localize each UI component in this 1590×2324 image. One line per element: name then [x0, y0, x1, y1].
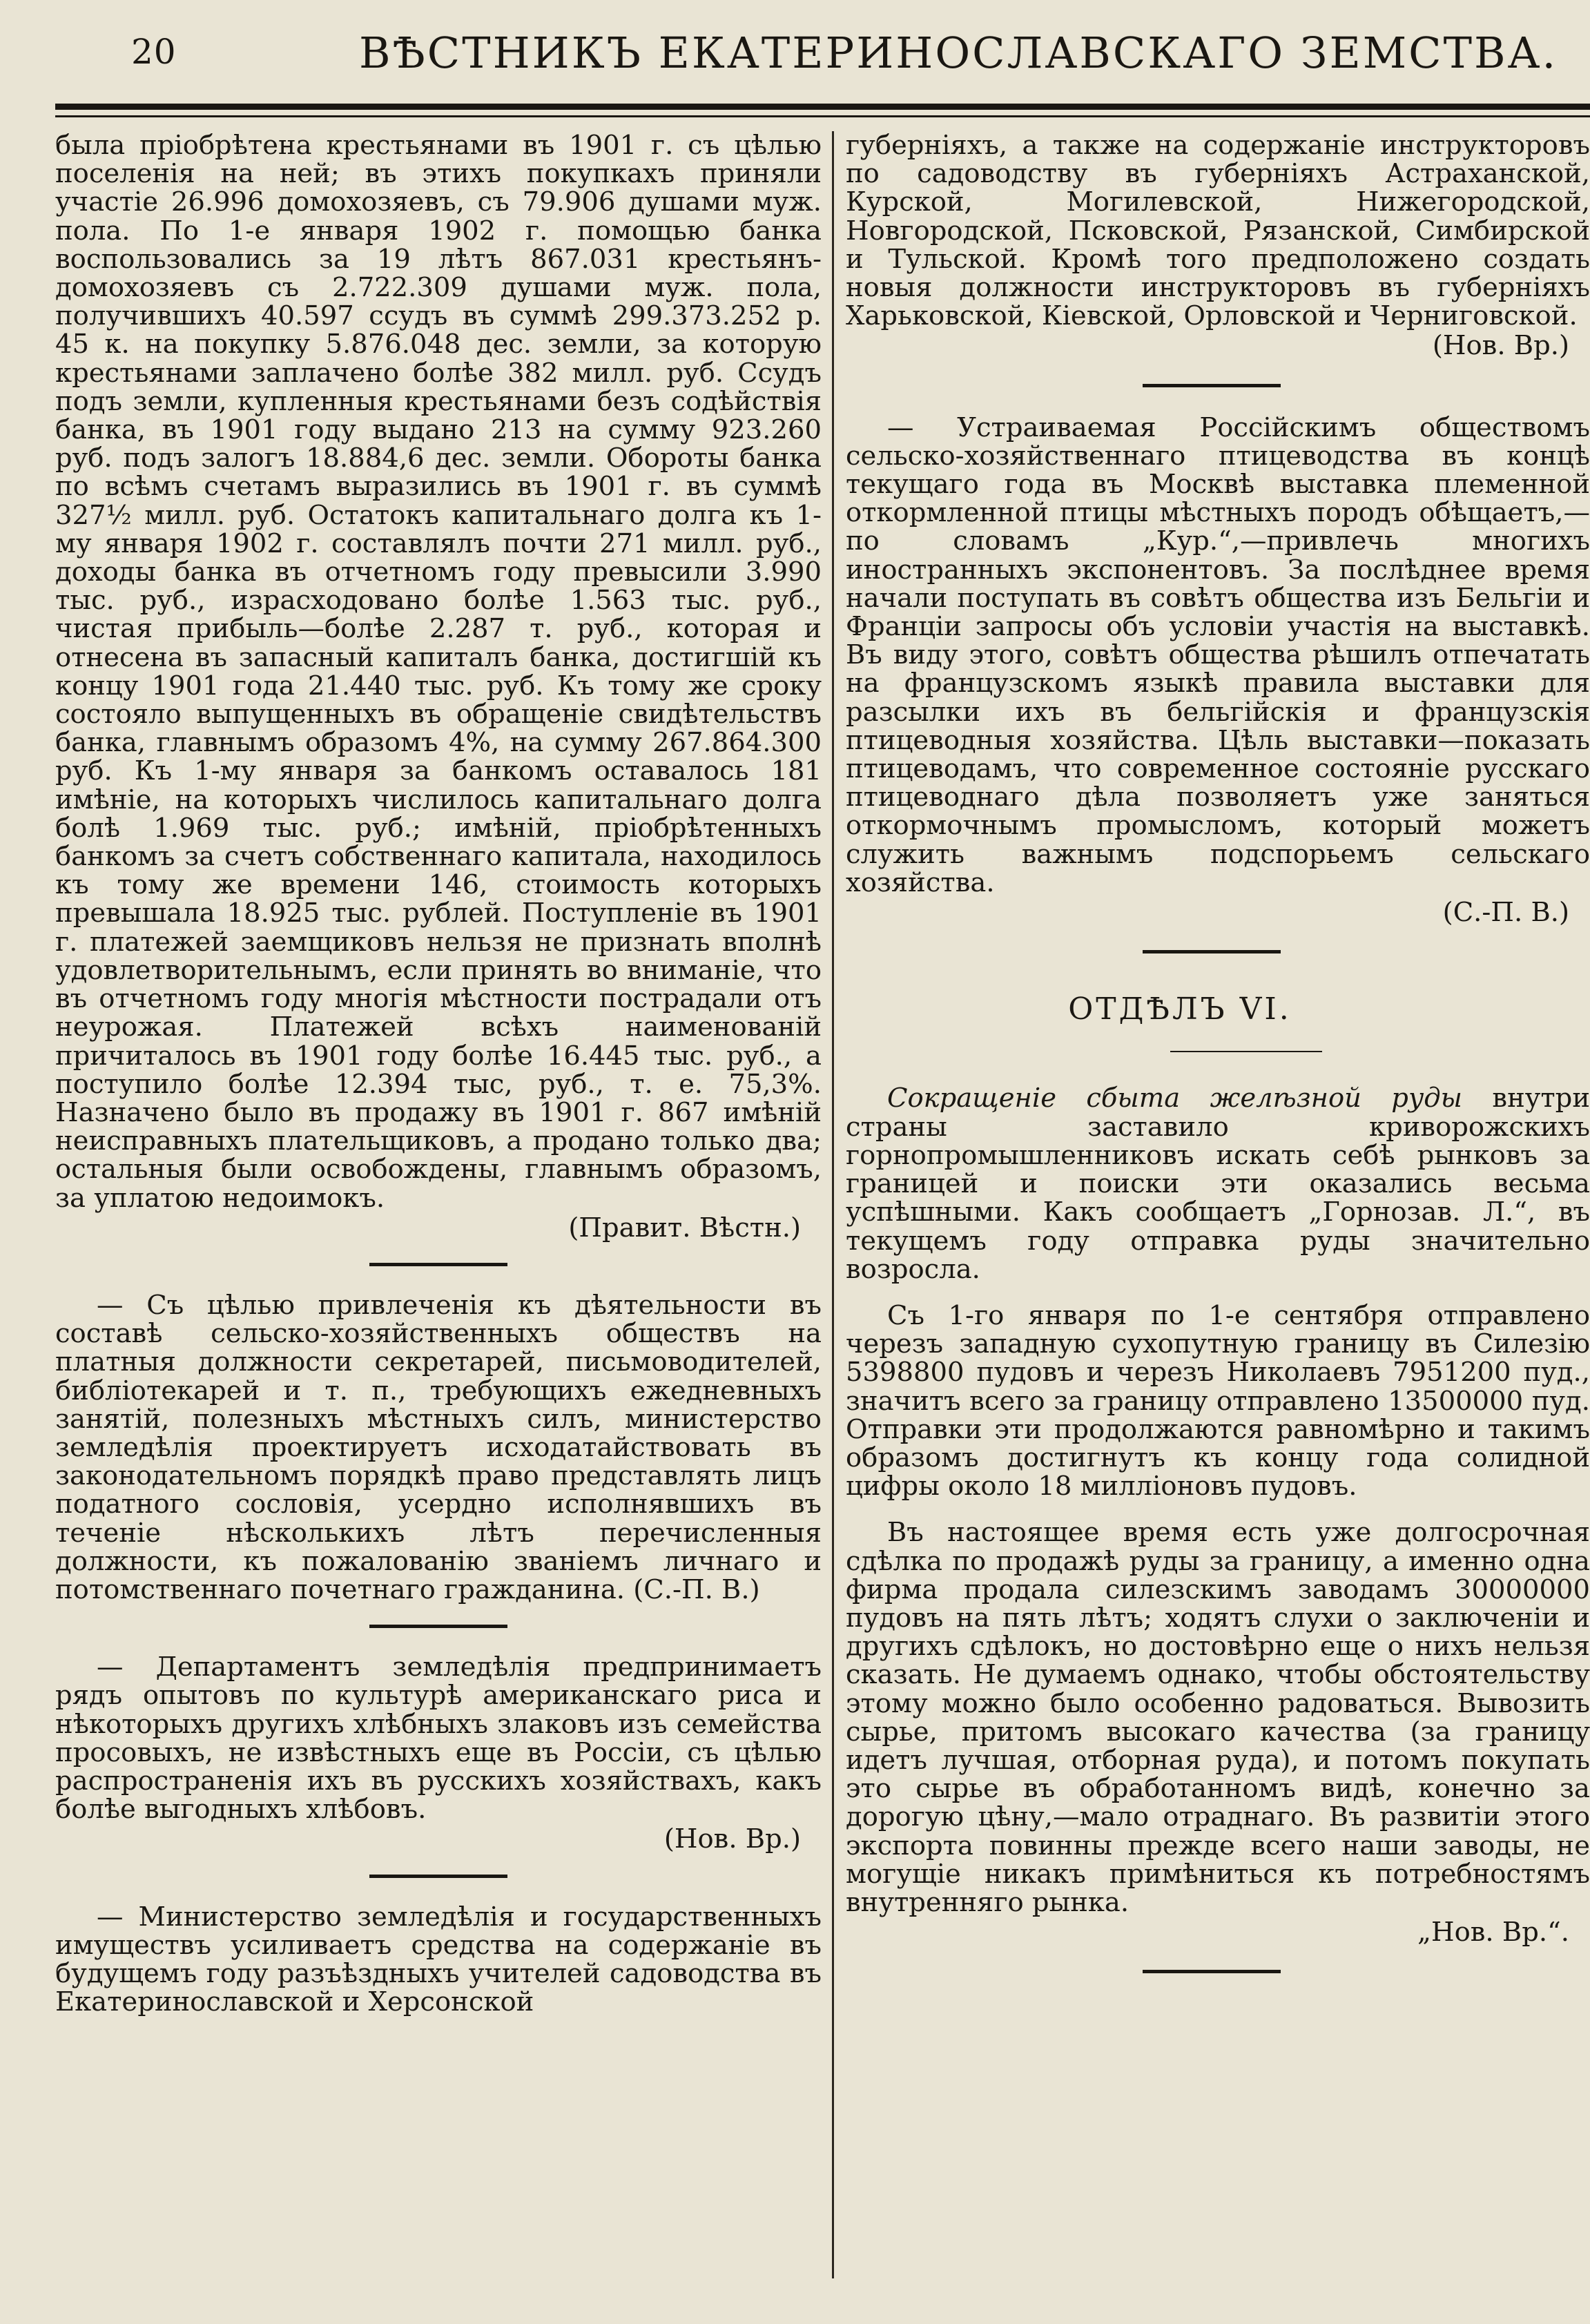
- section-title: ОТДѢЛЪ VI.: [1068, 991, 1292, 1027]
- article-ore-shipments: Съ 1-го января по 1-е сентября отправлено черезъ западную сухопутную границу въ Силезію 5398800 пудовъ и черезъ Николаевъ 7951200 пуд., значитъ всего за границу отправлено 13500000 пуд. Отправки эти продолжаются равномѣрно и такимъ образомъ достигнутъ къ концу года солидной цифры около 18 милліоновъ пудовъ.: [846, 1299, 1590, 1502]
- left-column: [55, 131, 822, 2016]
- journal-title: ВѢСТНИКЪ ЕКАТЕРИНОСЛАВСКАГО ЗЕМСТВА.: [359, 28, 1558, 78]
- section-separator: [1170, 1051, 1322, 1052]
- article-poultry-exhibition: — Устраиваемая Россійскимъ обществомъ сельско-хозяйственнаго птицеводства въ концѣ текущаго года въ Москвѣ выставка племенной откормленной птицы мѣстныхъ породъ обѣщаетъ,— по словамъ „Кур.“,—привлечь многихъ иностранныхъ экспонентовъ. За послѣднее время начали поступать въ совѣтъ общества изъ Бельгіи и Франціи запросы объ условіи участія на выставкѣ. Въ виду этого, совѣтъ общества рѣшилъ отпечатать на французскомъ языкѣ правила выставки для разсылки ихъ въ бельгійскія и французскія птицеводныя хозяйства. Цѣль выставки—показать птицеводамъ, что современное состояніе русскаго птицеводнаго дѣла позволяетъ уже заняться откормочнымъ промысломъ, который можетъ служить важнымъ подспорьемъ сельскаго хозяйства.: [846, 411, 1590, 898]
- article-separator: [369, 1625, 507, 1628]
- article-gardening-teachers: — Министерство земледѣлія и государственныхъ имуществъ усиливаетъ средства на содержаніе въ будущемъ году разъѣздныхъ учителей садоводства въ Екатеринославской и Херсонской: [55, 1901, 822, 2018]
- article-lead-italic: Сокращеніе сбыта желѣзной руды: [887, 1083, 1463, 1114]
- page-header: [131, 28, 1590, 97]
- header-rule-thick: [55, 104, 1590, 110]
- source-attribution: (Нов. Вр.): [663, 1823, 801, 1855]
- article-agricultural-societies: — Съ цѣлью привлеченія къ дѣятельности въ составѣ сельско-хозяйственныхъ обществъ на платныя должности секретарей, письмоводителей, библіотекарей и т. п., требующихъ ежедневныхъ занятій, полезныхъ мѣстныхъ силъ, министерство земледѣлія проектируетъ исходатайствовать въ законодательномъ порядкѣ право представлять лицъ податного сословія, усердно исполнявшихъ въ теченіе нѣсколькихъ лѣтъ перечисленныя должности, къ пожалованію званіемъ личнаго и потомственнаго почетнаго гражданина. (С.-П. В.): [55, 1289, 822, 1605]
- article-separator: [369, 1875, 507, 1878]
- article-separator: [369, 1263, 507, 1266]
- page-number: 20: [131, 32, 177, 72]
- article-lead-rest: внутри страны заставило криворожскихъ горнопромышленниковъ искать себѣ рынковъ за границей и поиски эти оказались весьма успѣшными. Какъ сообщаетъ „Горнозав. Л.“, въ текущемъ году отправка руды значительно возросла.: [846, 1083, 1590, 1285]
- right-column: [846, 131, 1590, 2306]
- article-bank-report: была пріобрѣтена крестьянами въ 1901 г. съ цѣлью поселенія на ней; въ этихъ покупкахъ приняли участіе 26.996 домохозяевъ, съ 79.906 душами муж. пола. По 1-е января 1902 г. помощью банка воспользовались за 19 лѣтъ 867.031 крестьянъ-домохозяевъ съ 2.722.309 душами муж. пола, получившихъ 40.597 ссудъ въ суммѣ 299.373.252 р. 45 к. на покупку 5.876.048 дес. земли, за которую крестьянами заплачено болѣе 382 милл. руб. Ссудъ подъ земли, купленныя крестьянами безъ содѣйствія банка, въ 1901 году выдано 213 на сумму 923.260 руб. подъ залогъ 18.884,6 дес. земли. Обороты банка по всѣмъ счетамъ выразились въ 1901 г. въ суммѣ 327½ милл. руб. Остатокъ капитальнаго долга къ 1-му января 1902 г. составлялъ почти 271 милл. руб., доходы банка въ отчетномъ году превысили 3.990 тыс. руб., израсходовано болѣе 1.563 тыс. руб., чистая прибыль—болѣе 2.287 т. руб., которая и отнесена въ запасный капиталъ банка, достигшій къ концу 1901 года 21.440 тыс. руб. Къ тому же сроку состояло выпущенныхъ въ обращеніе свидѣтельствъ банка, главнымъ образомъ 4%, на сумму 267.864.300 руб. Къ 1-му января за банкомъ оставалось 181 имѣніе, на которыхъ числилось капитальнаго долга болѣ 1.969 тыс. руб.; имѣній, пріобрѣтенныхъ банкомъ за счетъ собственнаго капитала, находилось къ тому же времени 146, стоимость которыхъ превышала 18.925 тыс. рублей. Поступленіе въ 1901 г. платежей заемщиковъ нельзя не признать вполнѣ удовлетворительнымъ, если принять во вниманіе, что въ отчетномъ году многія мѣстности пострадали отъ неурожая. Платежей всѣхъ наименованій причиталось въ 1901 году болѣе 16.445 тыс. руб., а поступило болѣе 12.394 тыс, руб., т. е. 75,3%. Назначено было въ продажу въ 1901 г. 867 имѣній неисправныхъ плательщиковъ, а продано только два; остальныя были освобождены, главнымъ образомъ, за уплатою недоимокъ.: [55, 130, 822, 1214]
- source-attribution: (Правит. Вѣстн.): [568, 1212, 801, 1243]
- article-ore-contracts: Въ настоящее время есть уже долгосрочная сдѣлка по продажѣ руды за границу, а именно одна фирма продала силезскимъ заводамъ 30000000 пудовъ на пять лѣтъ; ходятъ слухи о заключеніи и другихъ сдѣлокъ, но достовѣрно еще о нихъ нельзя сказать. Не думаемъ однако, чтобы обстоятельству этому можно было особенно радоваться. Вывозить сырье, притомъ высокаго качества (за границу идетъ лучшая, отборная руда), и потомъ покупать это сырье въ обработанномъ видѣ, конечно за дорогую цѣну,—мало отраднаго. Въ развитіи этого экспорта повинны прежде всего наши заводы, не могущіе никакъ примѣниться къ потребностямъ внутренняго рынка.: [846, 1517, 1590, 1918]
- article-gardening-continued: губерніяхъ, а также на содержаніе инструкторовъ по садоводству въ губерніяхъ Астраханской, Курской, Могилевской, Нижегородской, Новгородской, Псковской, Рязанской, Симбирской и Тульской. Кромѣ того предположено создать новыя должности инструкторовъ въ губерніяхъ Харьковской, Кіевской, Орловской и Черниговской.: [846, 131, 1590, 332]
- article-rice-experiments: — Департаментъ земледѣлія предпринимаетъ рядъ опытовъ по культурѣ американскаго риса и нѣкоторыхъ другихъ хлѣбныхъ злаковъ изъ семейства просовыхъ, не извѣстныхъ еще въ Россіи, съ цѣлью распространенія ихъ въ русскихъ хозяйствахъ, какъ болѣе выгодныхъ хлѣбовъ.: [55, 1652, 822, 1826]
- source-attribution: (С.-П. В.): [1442, 897, 1569, 929]
- article-separator: [1143, 950, 1281, 953]
- source-attribution: „Нов. Вр.“.: [1417, 1917, 1569, 1948]
- header-rule-thin: [55, 115, 1590, 117]
- column-divider: [832, 131, 834, 2278]
- source-attribution: (Нов. Вр.): [1432, 330, 1569, 362]
- article-separator: [1143, 384, 1281, 387]
- article-iron-ore: [846, 1084, 1590, 1283]
- article-separator: [1143, 1970, 1281, 1973]
